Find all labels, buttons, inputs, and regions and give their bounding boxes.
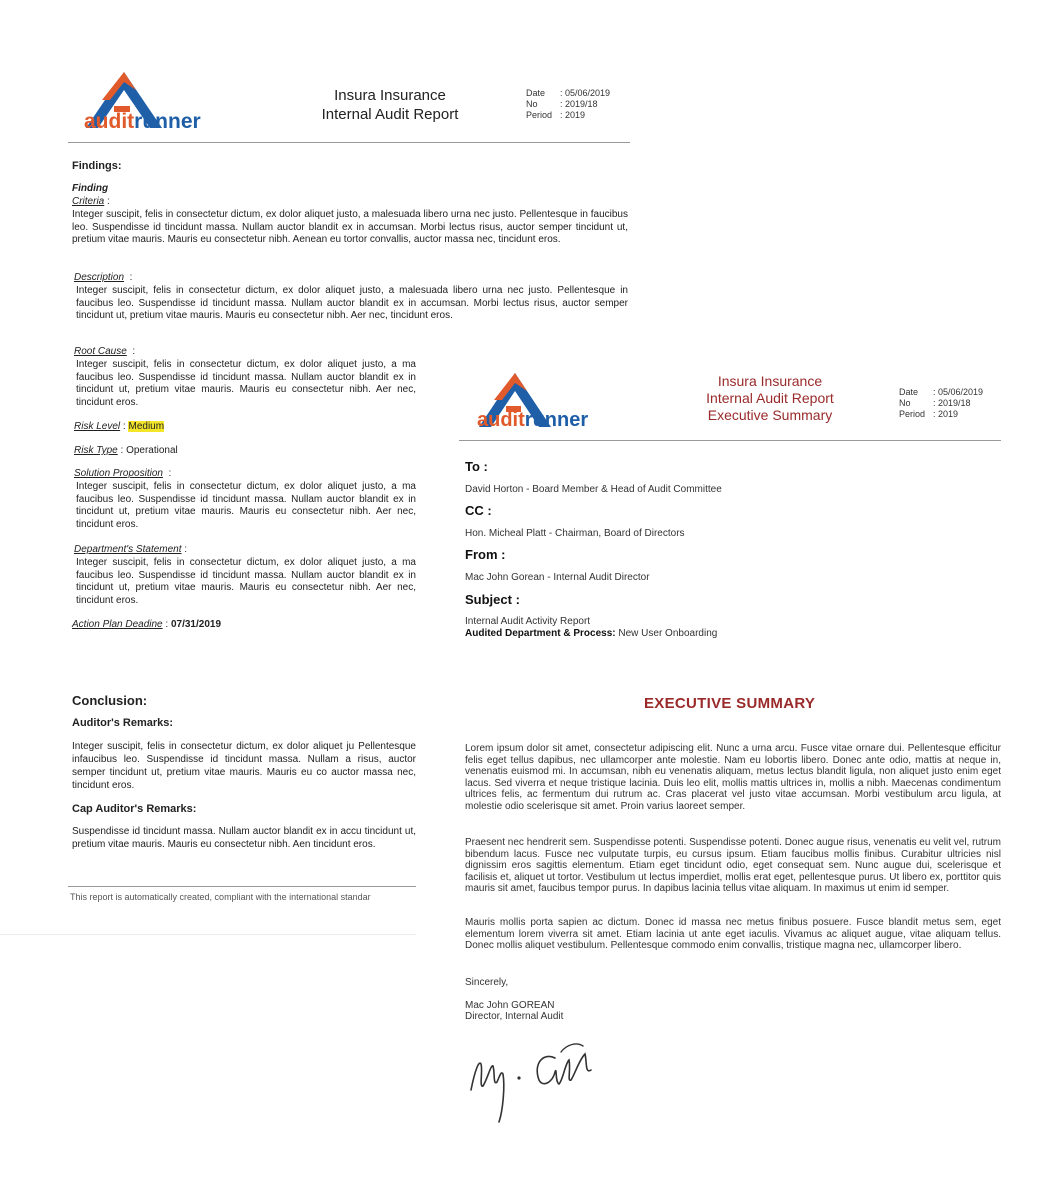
risk-level-row: Risk Level : Medium: [74, 421, 165, 432]
to-label: To :: [465, 459, 488, 474]
solution-label-row: Solution Proposition :: [74, 468, 172, 479]
logo-text-runner: runner: [524, 409, 589, 431]
to-value: David Horton - Board Member & Head of Audit Committee: [465, 484, 722, 495]
risk-type-label: Risk Type: [74, 445, 118, 456]
summary-paragraph-3: Mauris mollis porta sapien ac dictum. Donec id massa nec metus finibus posuere. Fusce blandit metus sem, eget elementum lorem viverra sit amet. Etiam lacinia ut ante eget iaculis. Vivamus ac aliquet augue, vitae aliquam tellus. Donec mollis aliquet vestibulum. Pellentesque commodo enim convallis, tristique magna nec, ullamcorper libero.: [465, 917, 1001, 952]
date-value: : 05/06/2019: [560, 88, 611, 98]
logo-text-runner: runner: [134, 110, 201, 133]
action-plan-label: Action Plan Deadine: [72, 619, 163, 630]
footer-divider: [68, 886, 416, 887]
auditrunner-logo-2: [477, 371, 637, 433]
report-footer: This report is automatically created, compliant with the international standar: [70, 892, 371, 902]
period-value: : 2019: [560, 110, 586, 120]
date-label: Date: [899, 387, 919, 397]
description-label-row: Description :: [74, 272, 133, 283]
description-label: Description: [74, 272, 125, 283]
audited-value: New User Onboarding: [618, 628, 718, 639]
dept-statement-text: Integer suscipit, felis in consectetur dictum, ex dolor aliquet justo, a ma faucibus leo. Suspendisse id tincidunt massa. Nullam auctor blandit ex in tincidunt ut, pretium vitae mauris. Mauris eu consectetur nibh. Aer nec, tincidunt eros.: [76, 557, 416, 606]
finding-label: Finding: [72, 183, 109, 194]
header-divider: [68, 142, 630, 143]
risk-type-row: Risk Type : Operational: [74, 445, 178, 456]
summary-paragraph-1: Lorem ipsum dolor sit amet, consectetur adipiscing elit. Nunc a urna arcu. Fusce vitae ornare dui. Pellentesque efficitur felis eget tellus dapibus, nec ullamcorper ante molestie. Nam eu lobortis libero. Donec ante odio, mattis at neque in, venenatis euismod mi. In accumsan, nibh eu venenatis aliquam, metus lectus blandit ligula, non aliquet justo enim eget lacus. Sed viverra et neque tristique lacinia. Duis leo elit, mollis mattis ultrices in, mollis a nibh. Maecenas condimentum ultrices felis, ac fermentum dui rutrum ac. Cras placerat vel justo vitae accumsan. Morbi vestibulum arcu ligula, at molestie odio scelerisque sit amet. Proin varius laoreet semper.: [465, 743, 1001, 812]
cap-remarks-heading: Cap Auditor's Remarks:: [72, 803, 197, 815]
auditrunner-logo: [84, 70, 244, 132]
action-plan-row: Action Plan Deadine : 07/31/2019: [72, 619, 222, 630]
description-text: Integer suscipit, felis in consectetur dictum, ex dolor aliquet justo, a malesuada libero urna nec justo. Pellentesque in faucibus leo. Suspendisse id tincidunt massa. Nullam auctor blandit ex in accumsan. Morbi lectus risus, auctor semper tincidunt ut, pretium vitae mauris. Mauris eu consectetur nibh. Aer nec, tincidunt eros.: [76, 285, 628, 321]
solution-text: Integer suscipit, felis in consectetur dictum, ex dolor aliquet justo, a ma faucibus leo. Suspendisse id tincidunt massa. Nullam auctor blandit ex in tincidunt ut, pretium vitae mauris. Mauris eu consectetur nibh. Aer nec, tincidunt eros.: [76, 481, 416, 530]
audited-process-row: [465, 628, 717, 639]
report-meta: [526, 88, 610, 121]
root-cause-text: Integer suscipit, felis in consectetur dictum, ex dolor aliquet justo, a ma faucibus leo. Suspendisse id tincidunt massa. Nullam auctor blandit ex in tincidunt ut, pretium vitae mauris. Mauris eu consectetur nibh. Aer nec, tincidunt eros.: [76, 359, 416, 408]
executive-summary-page: [417, 355, 1047, 1200]
findings-heading: Findings:: [72, 160, 122, 172]
from-label: From :: [465, 547, 506, 562]
closing: Sincerely,: [465, 977, 509, 988]
signer-title: Director, Internal Audit: [465, 1011, 564, 1022]
date-label: Date: [526, 88, 546, 98]
no-value: : 2019/18: [560, 99, 598, 109]
summary-meta: [899, 387, 983, 420]
executive-summary-heading: EXECUTIVE SUMMARY: [644, 695, 816, 712]
dept-label-row: Department's Statement :: [74, 544, 188, 555]
subject-label: Subject :: [465, 592, 520, 607]
summary-title-block: [685, 373, 855, 424]
report-title: Internal Audit Report: [706, 390, 834, 406]
company-name: Insura Insurance: [717, 373, 823, 389]
no-value: : 2019/18: [933, 398, 971, 408]
criteria-text: Integer suscipit, felis in consectetur dictum, ex dolor aliquet justo, a malesuada libero urna nec justo. Pellentesque in faucibus leo. Suspendisse id tincidunt massa. Nullam auctor blandit ex in accumsan. Morbi lectus risus, auctor semper tincidunt ut, pretium vitae mauris. Mauris eu consectetur nibh. Aenean eu tortor convallis, auctor massa nec, tincidunt eros.: [72, 209, 628, 245]
auditor-remarks-heading: Auditor's Remarks:: [72, 717, 174, 729]
period-label: Period: [899, 409, 926, 419]
root-cause-label: Root Cause: [74, 346, 127, 357]
action-plan-date: 07/31/2019: [170, 619, 222, 630]
signer-name: Mac John GOREAN: [465, 1000, 555, 1011]
audited-label: Audited Department & Process:: [465, 628, 616, 639]
page-edge: [0, 934, 416, 935]
root-cause-label-row: Root Cause :: [74, 346, 136, 357]
report-subtitle: Executive Summary: [707, 407, 833, 423]
subject-value: Internal Audit Activity Report: [465, 616, 591, 627]
logo-text-audit: audit: [477, 409, 525, 431]
date-value: : 05/06/2019: [933, 387, 984, 397]
conclusion-heading: Conclusion:: [72, 693, 148, 708]
risk-level-badge: Medium: [128, 421, 165, 432]
dept-statement-label: Department's Statement: [74, 544, 182, 555]
solution-label: Solution Proposition: [74, 468, 163, 479]
criteria-label-row: Criteria :: [72, 196, 110, 207]
report-title-block: [300, 86, 480, 124]
auditor-remarks-text: Integer suscipit, felis in consectetur dictum, ex dolor aliquet ju Pellentesque infaucibus leo. Suspendisse id tincidunt massa. Nullam a risus, auctor semper tincidunt ut, pretium vitae mauris. Mauris eu co auctor massa nec, tincidunt eros.: [72, 741, 416, 791]
company-name: Insura Insurance: [334, 87, 446, 104]
period-label: Period: [526, 110, 553, 120]
report-title: Internal Audit Report: [321, 106, 459, 123]
cc-label: CC :: [465, 503, 492, 518]
from-value: Mac John Gorean - Internal Audit Director: [465, 572, 650, 583]
cap-remarks-text: Suspendisse id tincidunt massa. Nullam auctor blandit ex in accu tincidunt ut, pretium vitae mauris. Mauris eu consectetur nibh. Aen tincidunt eros.: [72, 826, 416, 850]
handwritten-signature: [463, 1030, 613, 1130]
no-label: No: [526, 99, 538, 109]
summary-paragraph-2: Praesent nec hendrerit sem. Suspendisse potenti. Suspendisse potenti. Donec augue risus, venenatis eu velit vel, rutrum bibendum lacus. Fusce nec vulputate turpis, eu cursus ipsum. Etiam faucibus mollis finibus. Curabitur ultricies nisl dignissim eros sagittis elementum. Etiam eget tincidunt odio, eget consequat sem. Nunc augue dui, scelerisque et facilisis et, aliquet ut tortor. Vestibulum ut lectus imperdiet, mollis erat eget, pellentesque purus. Ut libero ex, porttitor quis mauris sit amet, faucibus tempor purus. In dapibus lacinia tellus vitae aliquam. In maximus ut enim id semper.: [465, 837, 1001, 895]
criteria-label: Criteria: [72, 196, 105, 207]
period-value: : 2019: [933, 409, 959, 419]
logo-text-audit: audit: [84, 110, 135, 133]
cc-value: Hon. Micheal Platt - Chairman, Board of Directors: [465, 528, 685, 539]
risk-level-label: Risk Level: [74, 421, 121, 432]
summary-header-divider: [459, 440, 1001, 441]
no-label: No: [899, 398, 911, 408]
risk-type-value: Operational: [126, 445, 178, 456]
